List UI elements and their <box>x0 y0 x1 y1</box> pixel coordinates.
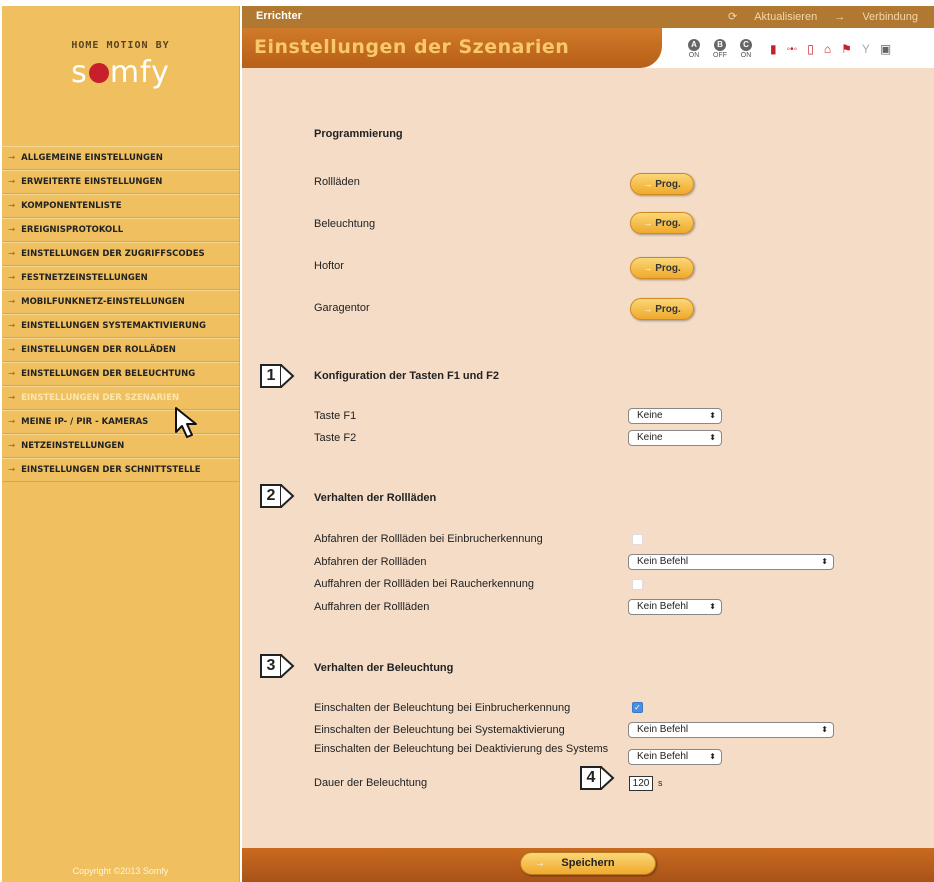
logo-text-right: mfy <box>109 55 170 90</box>
arrow-icon: → <box>8 225 16 235</box>
mode-c-icon[interactable] <box>734 39 758 60</box>
arrow-icon: → <box>8 321 16 331</box>
taste-f2-select[interactable] <box>628 430 722 446</box>
prog-label: Prog. <box>655 218 681 229</box>
select-value: Kein Befehl <box>637 751 689 762</box>
arrow-icon: → <box>643 179 653 189</box>
sidebar-item-label: MEINE IP- / PIR - KAMERAS <box>21 417 149 427</box>
callout-number: 2 <box>260 484 282 508</box>
select-value: Kein Befehl <box>637 601 689 612</box>
connection-link[interactable]: → Verbindung <box>834 11 918 23</box>
sidebar-item-systemaktivierung[interactable] <box>2 314 239 338</box>
radio-signal-icon: ◦•◦ <box>786 43 798 55</box>
callout-arrow-icon <box>281 364 295 388</box>
arrow-icon: → <box>8 441 16 451</box>
sidebar-item-mobilfunk[interactable] <box>2 290 239 314</box>
prog-label: Prog. <box>655 304 681 315</box>
abfahren-label: Abfahren der Rollläden <box>314 556 427 568</box>
sidebar-item-rollaeden[interactable] <box>2 338 239 362</box>
page-header <box>242 28 934 68</box>
sidebar-item-label: EINSTELLUNGEN DER ROLLÄDEN <box>21 345 176 355</box>
abfahren-select[interactable] <box>628 554 834 570</box>
flag-icon: ⚑ <box>841 42 852 56</box>
sidebar-item-label: ERWEITERTE EINSTELLUNGEN <box>21 177 163 187</box>
sidebar-item-zugriffscodes[interactable] <box>2 242 239 266</box>
brand-logo <box>2 6 239 146</box>
status-icons <box>682 34 891 64</box>
sidebar-item-label: ALLGEMEINE EINSTELLUNGEN <box>21 153 163 163</box>
arrow-icon: → <box>8 177 16 187</box>
callout-number: 1 <box>260 364 282 388</box>
section1-heading: Konfiguration der Tasten F1 und F2 <box>314 370 499 382</box>
updown-icon: ⬍ <box>821 725 828 734</box>
abfahren-einbruch-checkbox[interactable] <box>632 534 643 545</box>
taste-f2-label: Taste F2 <box>314 432 357 444</box>
top-bar <box>242 6 934 28</box>
arrow-icon: → <box>535 858 545 869</box>
arrow-icon: → <box>8 249 16 259</box>
updown-icon: ⬍ <box>709 752 716 761</box>
prog-label: Prog. <box>655 263 681 274</box>
sidebar-item-label: EINSTELLUNGEN DER SZENARIEN <box>21 393 180 403</box>
callout-arrow-icon <box>281 484 295 508</box>
sidebar-item-label: NETZEINSTELLUNGEN <box>21 441 125 451</box>
arrow-icon: → <box>643 304 653 314</box>
sidebar <box>2 6 240 882</box>
beleuchtung-label: Beleuchtung <box>314 218 376 230</box>
taste-f1-label: Taste F1 <box>314 410 357 422</box>
tablet-icon: ▣ <box>879 42 892 56</box>
sidebar-item-label: FESTNETZEINSTELLUNGEN <box>21 273 148 283</box>
programmierung-heading: Programmierung <box>314 128 403 140</box>
select-value: Kein Befehl <box>637 556 689 567</box>
auffahren-rauch-label: Auffahren der Rollläden bei Raucherkennung <box>314 578 534 590</box>
sidebar-item-label: EINSTELLUNGEN DER BELEUCHTUNG <box>21 369 196 379</box>
section3-heading: Verhalten der Beleuchtung <box>314 662 454 674</box>
prog-garagentor-button[interactable] <box>630 298 694 320</box>
prog-label: Prog. <box>655 179 681 190</box>
section2-heading: Verhalten der Rollläden <box>314 492 437 504</box>
sidebar-item-label: KOMPONENTENLISTE <box>21 201 122 211</box>
prog-beleuchtung-button[interactable] <box>630 212 694 234</box>
select-value: Kein Befehl <box>637 724 689 735</box>
somfy-logo <box>2 55 239 90</box>
sidebar-item-erweiterte[interactable] <box>2 170 239 194</box>
arrow-icon: → <box>8 345 16 355</box>
logo-dot-icon <box>89 63 109 83</box>
arrow-icon: → <box>643 263 653 273</box>
prog-hoftor-button[interactable] <box>630 257 694 279</box>
arrow-icon: → <box>8 273 16 283</box>
sidebar-item-label: MOBILFUNKNETZ-EINSTELLUNGEN <box>21 297 185 307</box>
hoftor-label: Hoftor <box>314 260 344 272</box>
mode-state: OFF <box>713 51 727 59</box>
einschalten-deaktivierung-label: Einschalten der Beleuchtung bei Deaktivierung des Systems <box>314 743 609 755</box>
antenna-icon: Y <box>861 42 870 56</box>
arrow-icon: → <box>8 297 16 307</box>
arrow-icon: → <box>8 465 16 475</box>
logo-text-left: s <box>71 55 88 90</box>
device-icon: ▯ <box>807 42 814 56</box>
sidebar-item-beleuchtung[interactable] <box>2 362 239 386</box>
connection-label: Verbindung <box>862 11 918 23</box>
callout-number: 3 <box>260 654 282 678</box>
auffahren-select[interactable] <box>628 599 722 615</box>
auffahren-label: Auffahren der Rollläden <box>314 601 430 613</box>
title-block <box>242 28 662 68</box>
breadcrumb: Errichter <box>256 10 302 22</box>
copyright: Copyright ©2013 Somfy <box>72 866 169 876</box>
mode-state: ON <box>740 51 752 59</box>
einschalten-einbruch-checkbox[interactable]: ✓ <box>632 702 643 713</box>
callout-arrow-icon <box>281 654 295 678</box>
sidebar-item-label: EREIGNISPROTOKOLL <box>21 225 124 235</box>
arrow-icon: → <box>8 417 16 427</box>
prog-rollaeden-button[interactable] <box>630 173 694 195</box>
dauer-label: Dauer der Beleuchtung <box>314 777 428 789</box>
updown-icon: ⬍ <box>821 557 828 566</box>
sidebar-item-komponentenliste[interactable] <box>2 194 239 218</box>
taste-f1-select[interactable] <box>628 408 722 424</box>
arrow-icon: → <box>643 218 653 228</box>
home-icon: ⌂ <box>823 42 832 56</box>
arrow-icon: → <box>8 393 16 403</box>
einschalten-deaktivierung-select[interactable] <box>628 749 722 765</box>
abfahren-einbruch-label: Abfahren der Rollläden bei Einbrucherkennung <box>314 533 543 545</box>
dauer-unit: s <box>658 778 663 788</box>
mode-letter: C <box>740 39 752 51</box>
garagentor-label: Garagentor <box>314 302 370 314</box>
save-button[interactable] <box>520 852 656 875</box>
sidebar-item-label: EINSTELLUNGEN SYSTEMAKTIVIERUNG <box>21 321 207 331</box>
select-value: Keine <box>637 432 663 443</box>
arrow-icon: → <box>8 369 16 379</box>
mode-letter: A <box>688 39 700 51</box>
mode-b-icon[interactable] <box>708 39 732 60</box>
main-content <box>242 68 934 848</box>
top-links <box>714 10 918 23</box>
brand-subtitle: HOME MOTION BY <box>71 40 170 51</box>
mode-a-icon[interactable] <box>682 39 706 60</box>
sidebar-item-label: EINSTELLUNGEN DER SCHNITTSTELLE <box>21 465 201 475</box>
arrow-icon: → <box>8 153 16 163</box>
footer-bar <box>242 848 934 882</box>
sidebar-item-allgemeine[interactable] <box>2 146 239 170</box>
callout-number: 4 <box>580 766 602 790</box>
mode-letter: B <box>714 39 726 51</box>
refresh-label: Aktualisieren <box>754 11 818 23</box>
mouse-cursor-icon <box>174 406 208 440</box>
save-label: Speichern <box>561 857 615 869</box>
updown-icon: ⬍ <box>709 433 716 442</box>
sidebar-item-label: EINSTELLUNGEN DER ZUGRIFFSCODES <box>21 249 205 259</box>
rollaeden-label: Rollläden <box>314 176 360 188</box>
arrow-icon: → <box>8 201 16 211</box>
sidebar-item-festnetz[interactable] <box>2 266 239 290</box>
updown-icon: ⬍ <box>709 602 716 611</box>
sidebar-item-schnittstelle[interactable] <box>2 458 239 482</box>
battery-icon: ▮ <box>770 42 777 56</box>
dauer-input[interactable]: 120 <box>629 776 653 791</box>
einschalten-aktivierung-label: Einschalten der Beleuchtung bei Systemaktivierung <box>314 724 565 736</box>
mode-state: ON <box>688 51 700 59</box>
einschalten-einbruch-label: Einschalten der Beleuchtung bei Einbrucherkennung <box>314 702 571 714</box>
select-value: Keine <box>637 410 663 421</box>
auffahren-rauch-checkbox[interactable] <box>632 579 643 590</box>
sidebar-item-ereignisprotokoll[interactable] <box>2 218 239 242</box>
refresh-link[interactable]: ⟳ Aktualisieren <box>727 11 818 23</box>
einschalten-aktivierung-select[interactable] <box>628 722 834 738</box>
page-title: Einstellungen der Szenarien <box>254 36 570 58</box>
callout-arrow-icon <box>601 766 615 790</box>
updown-icon: ⬍ <box>709 411 716 420</box>
